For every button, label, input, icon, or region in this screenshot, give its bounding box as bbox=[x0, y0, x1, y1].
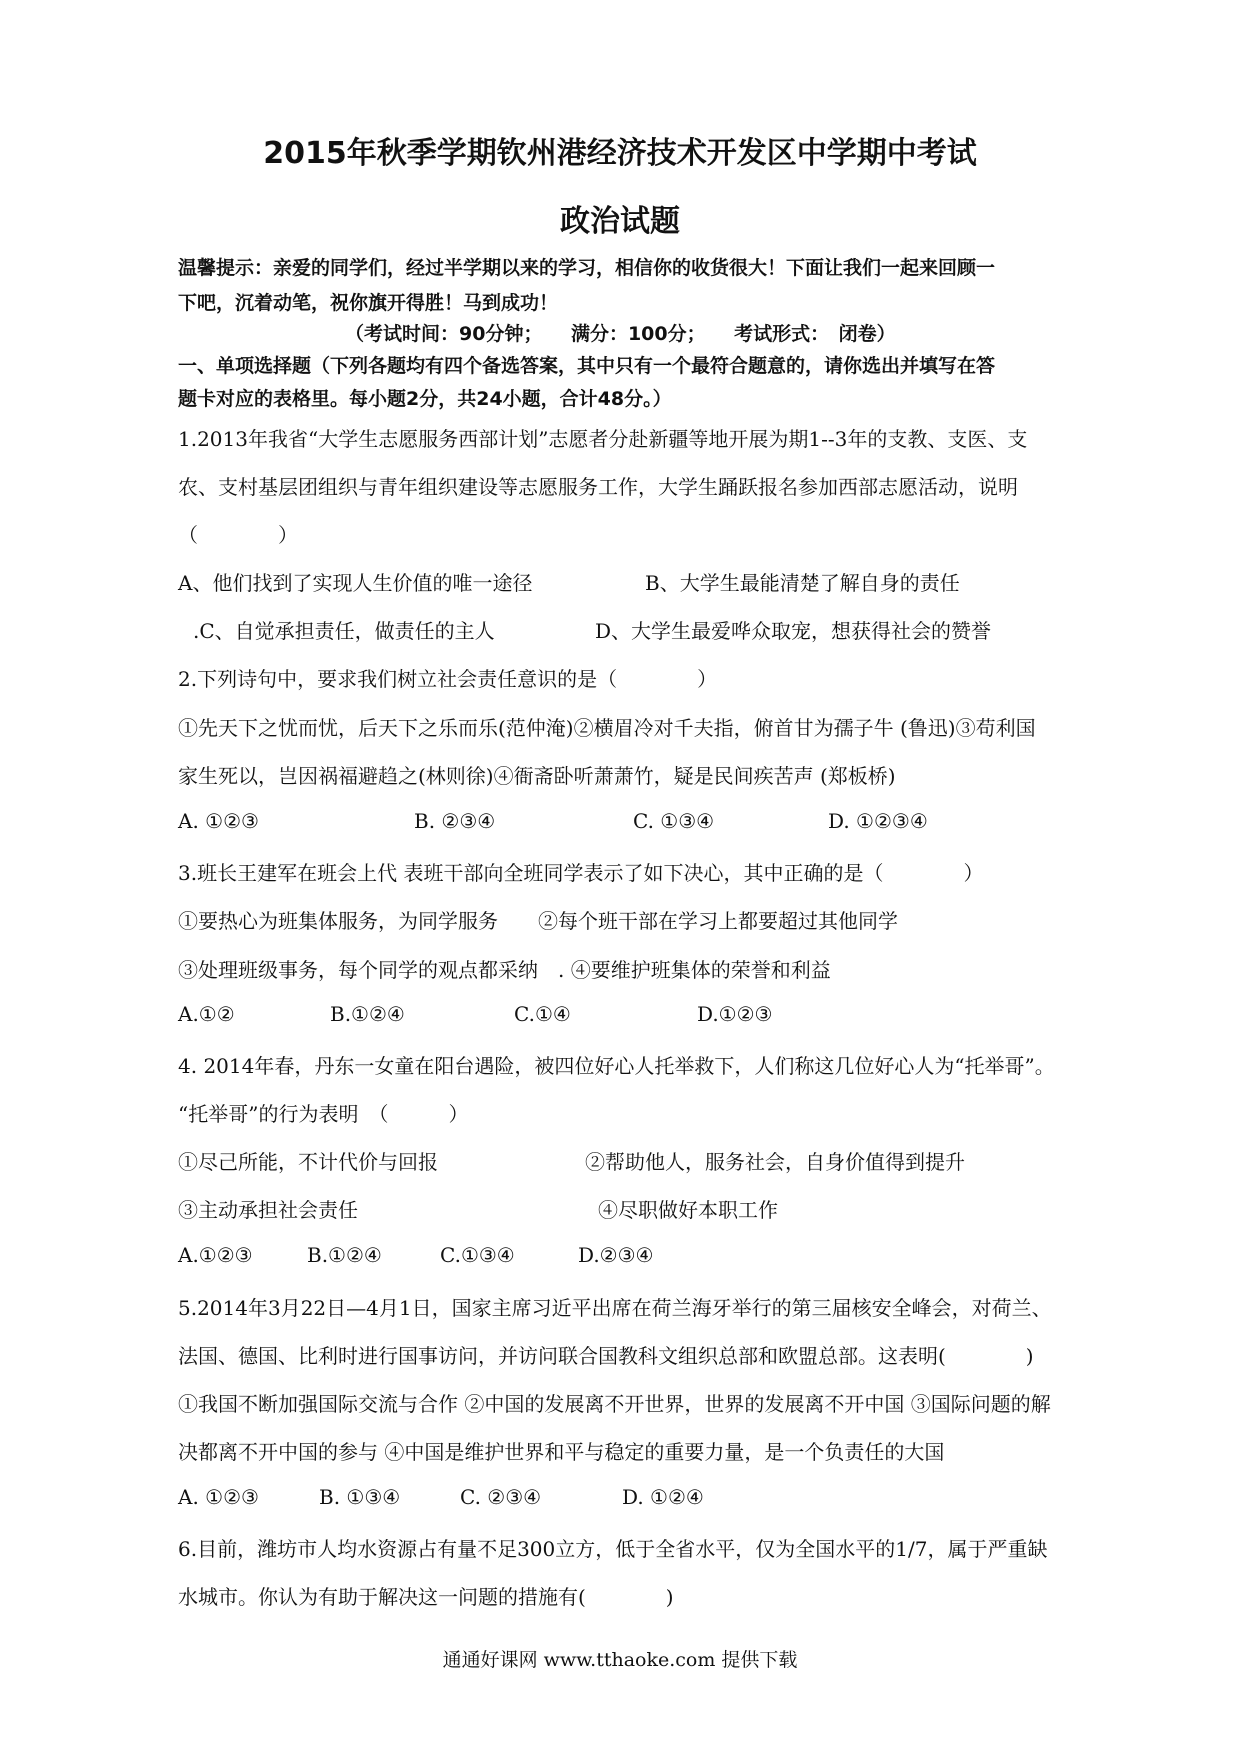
q3-option-d: D.①②③ bbox=[697, 1002, 773, 1026]
q5-line-2: 法国、德国、比利时进行国事访问，并访问联合国教科文组织总部和欧盟总部。这表明( ) bbox=[178, 1344, 1034, 1368]
q2-option-b: B. ②③④ bbox=[414, 809, 496, 833]
q2-option-c: C. ①③④ bbox=[633, 809, 715, 833]
q1-line-2: 农、支村基层团组织与青年组织建设等志愿服务工作，大学生踊跃报名参加西部志愿活动，说明 bbox=[178, 475, 1018, 499]
q3-line-3: ③处理班级事务，每个同学的观点都采纳 . ④要维护班集体的荣誉和利益 bbox=[178, 958, 831, 982]
tip-line-1: 温馨提示：亲爱的同学们，经过半学期以来的学习，相信你的收货很大！下面让我们一起来回顾一 bbox=[178, 257, 996, 279]
q2-line-3: 家生死以，岂因祸福避趋之(林则徐)④衙斋卧听萧萧竹，疑是民间疾苦声 (郑板桥) bbox=[178, 764, 896, 788]
exam-subject: 政治试题 bbox=[560, 204, 680, 239]
page-footer: 通通好课网 www.tthaoke.com 提供下载 bbox=[442, 1649, 798, 1671]
q3-option-b: B.①②④ bbox=[330, 1002, 405, 1026]
q5-option-c: C. ②③④ bbox=[460, 1485, 542, 1509]
q1-answer-blank: （ ） bbox=[178, 523, 298, 547]
q2-line-1: 2.下列诗句中，要求我们树立社会责任意识的是（ ） bbox=[178, 667, 718, 691]
q2-option-d: D. ①②③④ bbox=[828, 809, 928, 833]
q5-option-d: D. ①②④ bbox=[622, 1485, 704, 1509]
q2-line-2: ①先天下之忧而忧，后天下之乐而乐(范仲淹)②横眉冷对千夫指，俯首甘为孺子牛 (鲁迅)③苟利国 bbox=[178, 716, 1036, 740]
q4-option-c: C.①③④ bbox=[440, 1243, 515, 1267]
q1-option-b: B、大学生最能清楚了解自身的责任 bbox=[645, 571, 960, 595]
q4-statement-4: ④尽职做好本职工作 bbox=[598, 1198, 778, 1222]
q5-option-a: A. ①②③ bbox=[178, 1485, 259, 1509]
q4-option-a: A.①②③ bbox=[178, 1243, 253, 1267]
q4-option-b: B.①②④ bbox=[307, 1243, 382, 1267]
q5-option-b: B. ①③④ bbox=[319, 1485, 401, 1509]
section-heading-line-1: 一、单项选择题（下列各题均有四个备选答案，其中只有一个最符合题意的，请你选出并填写在答 bbox=[178, 355, 996, 377]
q4-option-d: D.②③④ bbox=[578, 1243, 654, 1267]
q5-line-3: ①我国不断加强国际交流与合作 ②中国的发展离不开世界，世界的发展离不开中国 ③国际问题的解 bbox=[178, 1392, 1051, 1416]
q5-line-4: 决都离不开中国的参与 ④中国是维护世界和平与稳定的重要力量，是一个负责任的大国 bbox=[178, 1440, 945, 1464]
exam-info: （考试时间：90分钟； 满分：100分； 考试形式： 闭卷） bbox=[345, 323, 896, 345]
q3-line-1: 3.班长王建军在班会上代 表班干部向全班同学表示了如下决心，其中正确的是（ ） bbox=[178, 861, 984, 885]
q4-statement-1: ①尽己所能，不计代价与回报 bbox=[178, 1150, 438, 1174]
q3-line-2: ①要热心为班集体服务，为同学服务 ②每个班干部在学习上都要超过其他同学 bbox=[178, 909, 898, 933]
q6-line-2: 水城市。你认为有助于解决这一问题的措施有( ) bbox=[178, 1585, 674, 1609]
exam-title: 2015年秋季学期钦州港经济技术开发区中学期中考试 bbox=[263, 136, 977, 171]
q4-statement-2: ②帮助他人，服务社会，自身价值得到提升 bbox=[585, 1150, 965, 1174]
q1-line-1: 1.2013年我省“大学生志愿服务西部计划”志愿者分赴新疆等地开展为期1--3年的支教、支医、支 bbox=[178, 427, 1028, 451]
q5-line-1: 5.2014年3月22日—4月1日，国家主席习近平出席在荷兰海牙举行的第三届核安全峰会，对荷兰、 bbox=[178, 1296, 1052, 1320]
q3-option-c: C.①④ bbox=[514, 1002, 571, 1026]
q2-option-a: A. ①②③ bbox=[178, 809, 259, 833]
q1-option-c: .C、自觉承担责任，做责任的主人 bbox=[193, 619, 495, 643]
q4-statement-3: ③主动承担社会责任 bbox=[178, 1198, 358, 1222]
q3-option-a: A.①② bbox=[178, 1002, 235, 1026]
tip-line-2: 下吧，沉着动笔，祝你旗开得胜！马到成功！ bbox=[178, 292, 559, 314]
q1-option-d: D、大学生最爱哗众取宠，想获得社会的赞誉 bbox=[595, 619, 992, 643]
section-heading-line-2: 题卡对应的表格里。每小题2分，共24小题，合计48分。） bbox=[178, 388, 672, 410]
q4-line-2: “托举哥”的行为表明 （ ） bbox=[178, 1102, 469, 1126]
q4-line-1: 4. 2014年春，丹东一女童在阳台遇险，被四位好心人托举救下，人们称这几位好心人为“托举哥”。 bbox=[178, 1054, 1055, 1078]
q6-line-1: 6.目前，潍坊市人均水资源占有量不足300立方，低于全省水平，仅为全国水平的1/7，属于严重缺 bbox=[178, 1537, 1048, 1561]
q1-option-a: A、他们找到了实现人生价值的唯一途径 bbox=[178, 571, 533, 595]
